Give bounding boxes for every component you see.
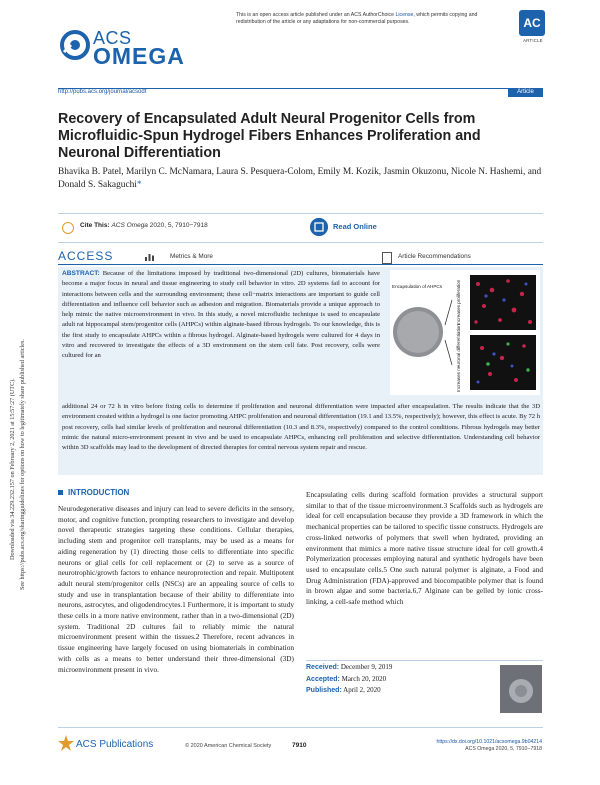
acs-publications-logo-icon — [58, 735, 74, 751]
intro-right-column: Encapsulating cells during scaffold formation provides a structural support similar to that of the tissue microenvironment.3 Scaffolds such as hydrogels are ideal for cell encapsulation because they provide a 3D framework in which the mechanical properties can be tailored to specific tissue constructs. Hydrogels are cross-linked networks of polymers that swell when hydrated, providing an environment that mimics a more native tissue structure ideal for cell growth.4 Polymerization processes employing natural and synthetic hydrogels have been used to encapsulate cells.5 One such natural polymer is alginate, a Food and Drug Administration (FDA)-approved and biocompatible polymer that is found in brown algae and some bacteria.6,7 Alginate can be gelled by ionic cross-linking, a cell-safe method which — [306, 490, 543, 607]
metrics-link[interactable]: Metrics & More — [170, 253, 213, 260]
read-online-link[interactable]: Read Online — [333, 222, 377, 231]
download-side-note — [2, 230, 36, 590]
recommendations-link[interactable]: Article Recommendations — [398, 253, 471, 260]
citation[interactable]: Cite This: ACS Omega 2020, 5, 7910−7918 — [80, 222, 208, 229]
article-type-tag: Article — [508, 88, 543, 97]
bar-chart-icon — [145, 253, 154, 261]
section-marker — [58, 490, 63, 495]
toc-graphic — [390, 270, 540, 395]
footer-reference: https://dx.doi.org/10.1021/acsomega.9b04214 ACS Omega 2020, 5, 7910−7918 — [420, 739, 542, 753]
abstract-text-top: ABSTRACT: Because of the limitations imposed by traditional two-dimensional (2D) cultures, biomaterials have become a major focus in neural and tissue engineering to study cell behavior in vitro. 2D systems fail to account for interactions between cells and the surrounding environment; these cell−matrix interactions are important to guide cell differentiation and influence cell behavior such as adhesion and migration. Biomaterials provide a unique approach to help mimic the native microenvironment in vivo. In this study, a novel microfluidic technique is used to encapsulate adult rat hippocampal stem/progenitor cells (AHPCs) within alginate-based fibrous hydrogels. To our knowledge, this is the first study to encapsulate AHPCs within a fibrous hydrogel. Alginate-based hydrogels were cultured for 4 days in vitro and recovered to investigate the effects of a 3D environment on the stem cell fate. Post recovery, cells were cultured for an — [62, 270, 380, 360]
acs-omega-logo-icon — [60, 30, 90, 60]
badge-caption: ARTICLE — [523, 38, 543, 43]
dates-divider — [306, 660, 543, 661]
publication-dates: Received: December 9, 2019 Accepted: March 20, 2020 Published: April 2, 2020 — [306, 663, 393, 694]
abstract-text-bottom: additional 24 or 72 h in vitro before fixing cells to determine if proliferation and neuronal differentiation were impacted after encapsulation. The results indicate that the 3D environment created within a hydrogel is one factor promoting AHPC proliferation and neuronal differentiation (19.1 and 13.5%, respectively); however, this effect is acute. By 72 h post recovery, cells had similar levels of proliferation and neuronal differentiation (10.3 and 8.3%, respectively) compared to the control conditions. Fibrous hydrogels may better mimic the natural micro-environment present in vivo and be used to encapsulate AHPCs, enhancing cell proliferation and selective differentiation. Understanding cell behavior within 3D scaffolds may lead to the development of directed therapies for central nervous system repair and rescue. — [62, 403, 540, 452]
footer-divider — [58, 727, 543, 728]
document-icon — [382, 252, 392, 264]
side-note-line1: Downloaded via 34.229.232.157 on February 2, 2021 at 15:57:27 (UTC). — [9, 378, 16, 560]
article-title: Recovery of Encapsulated Adult Neural Progenitor Cells from Microfluidic-Spun Hydrogel Fibers Enhances Proliferation and Neuronal Differentiation — [58, 111, 481, 161]
differentiation-image — [470, 335, 536, 390]
journal-url[interactable]: http://pubs.acs.org/journal/acsodf — [58, 89, 147, 95]
page-number: 7910 — [292, 742, 307, 749]
access-label: ACCESS — [58, 249, 114, 263]
author-list: Bhavika B. Patel, Marilyn C. McNamara, Laura S. Pesquera-Colom, Emily M. Kozik, Jasmin Okuzonu, Nicole N. Hashemi, and Donald S. Sakaguchi* — [58, 167, 542, 190]
authorchoice-badge: AC — [519, 10, 545, 36]
logo-acs: ACS — [93, 28, 132, 48]
journal-cover-thumbnail[interactable] — [500, 665, 542, 713]
doi-link[interactable]: https://dx.doi.org/10.1021/acsomega.9b04214 — [436, 739, 542, 745]
corresponding-author-mark: * — [136, 180, 142, 190]
toc-proliferation-label: Increases proliferation — [456, 279, 461, 325]
abstract-label: ABSTRACT: — [62, 270, 100, 277]
logo-omega: OMEGA — [93, 43, 185, 69]
read-online-icon[interactable] — [310, 218, 328, 236]
toc-differentiation-label: Increases neuronal differentiation — [456, 324, 461, 392]
intro-left-column: Neurodegenerative diseases and injury can lead to severe deficits in the sensory, motor, and cognitive function, prompting researchers to investigate and develop novel therapeutic strategies targeting these conditions. Cellular therapies, including stem and progenitor cell transplants, may be used as a means for aiding regeneration by (1) directing those cells to differentiate into specific neurons or glial cells for cell replacement or (2) to serve as a source of neurotrophic/growth factors to enhance neuroprotection and repair. Multipotent adult neural stem/progenitor cells (NSCs) are an appealing source of cells to study and use in transplantation because of their ability to differentiate into neurons, astrocytes, and oligodendrocytes.1 Furthermore, it is important to study these cells in a more native environment, rather than in a two-dimensional (2D) system. Traditional 2D cultures fail to reliably mimic the natural microenvironment present within the tissues.2 Therefore, recent advances in tissue engineering have largely focused on using biomaterials in combination with cells as a means to better understand their three-dimensional (3D) microenvironment present in vivo. — [58, 504, 294, 674]
open-access-notice: This is an open access article published under an ACS AuthorChoice License, which permits copying and redistribution of the article or any adaptations for non-commercial purposes. — [236, 12, 478, 25]
license-link[interactable]: License — [395, 12, 414, 18]
copyright: © 2020 American Chemical Society — [185, 743, 272, 749]
publisher-name: ACS Publications — [76, 739, 154, 750]
toc-encap-label: Encapsulation of AHPCs — [392, 284, 443, 289]
side-note-line2: See https://pubs.acs.org/sharingguidelines for options on how to legitimately share published articles. — [19, 339, 26, 590]
cite-icon — [62, 222, 74, 234]
introduction-heading: INTRODUCTION — [68, 488, 130, 497]
